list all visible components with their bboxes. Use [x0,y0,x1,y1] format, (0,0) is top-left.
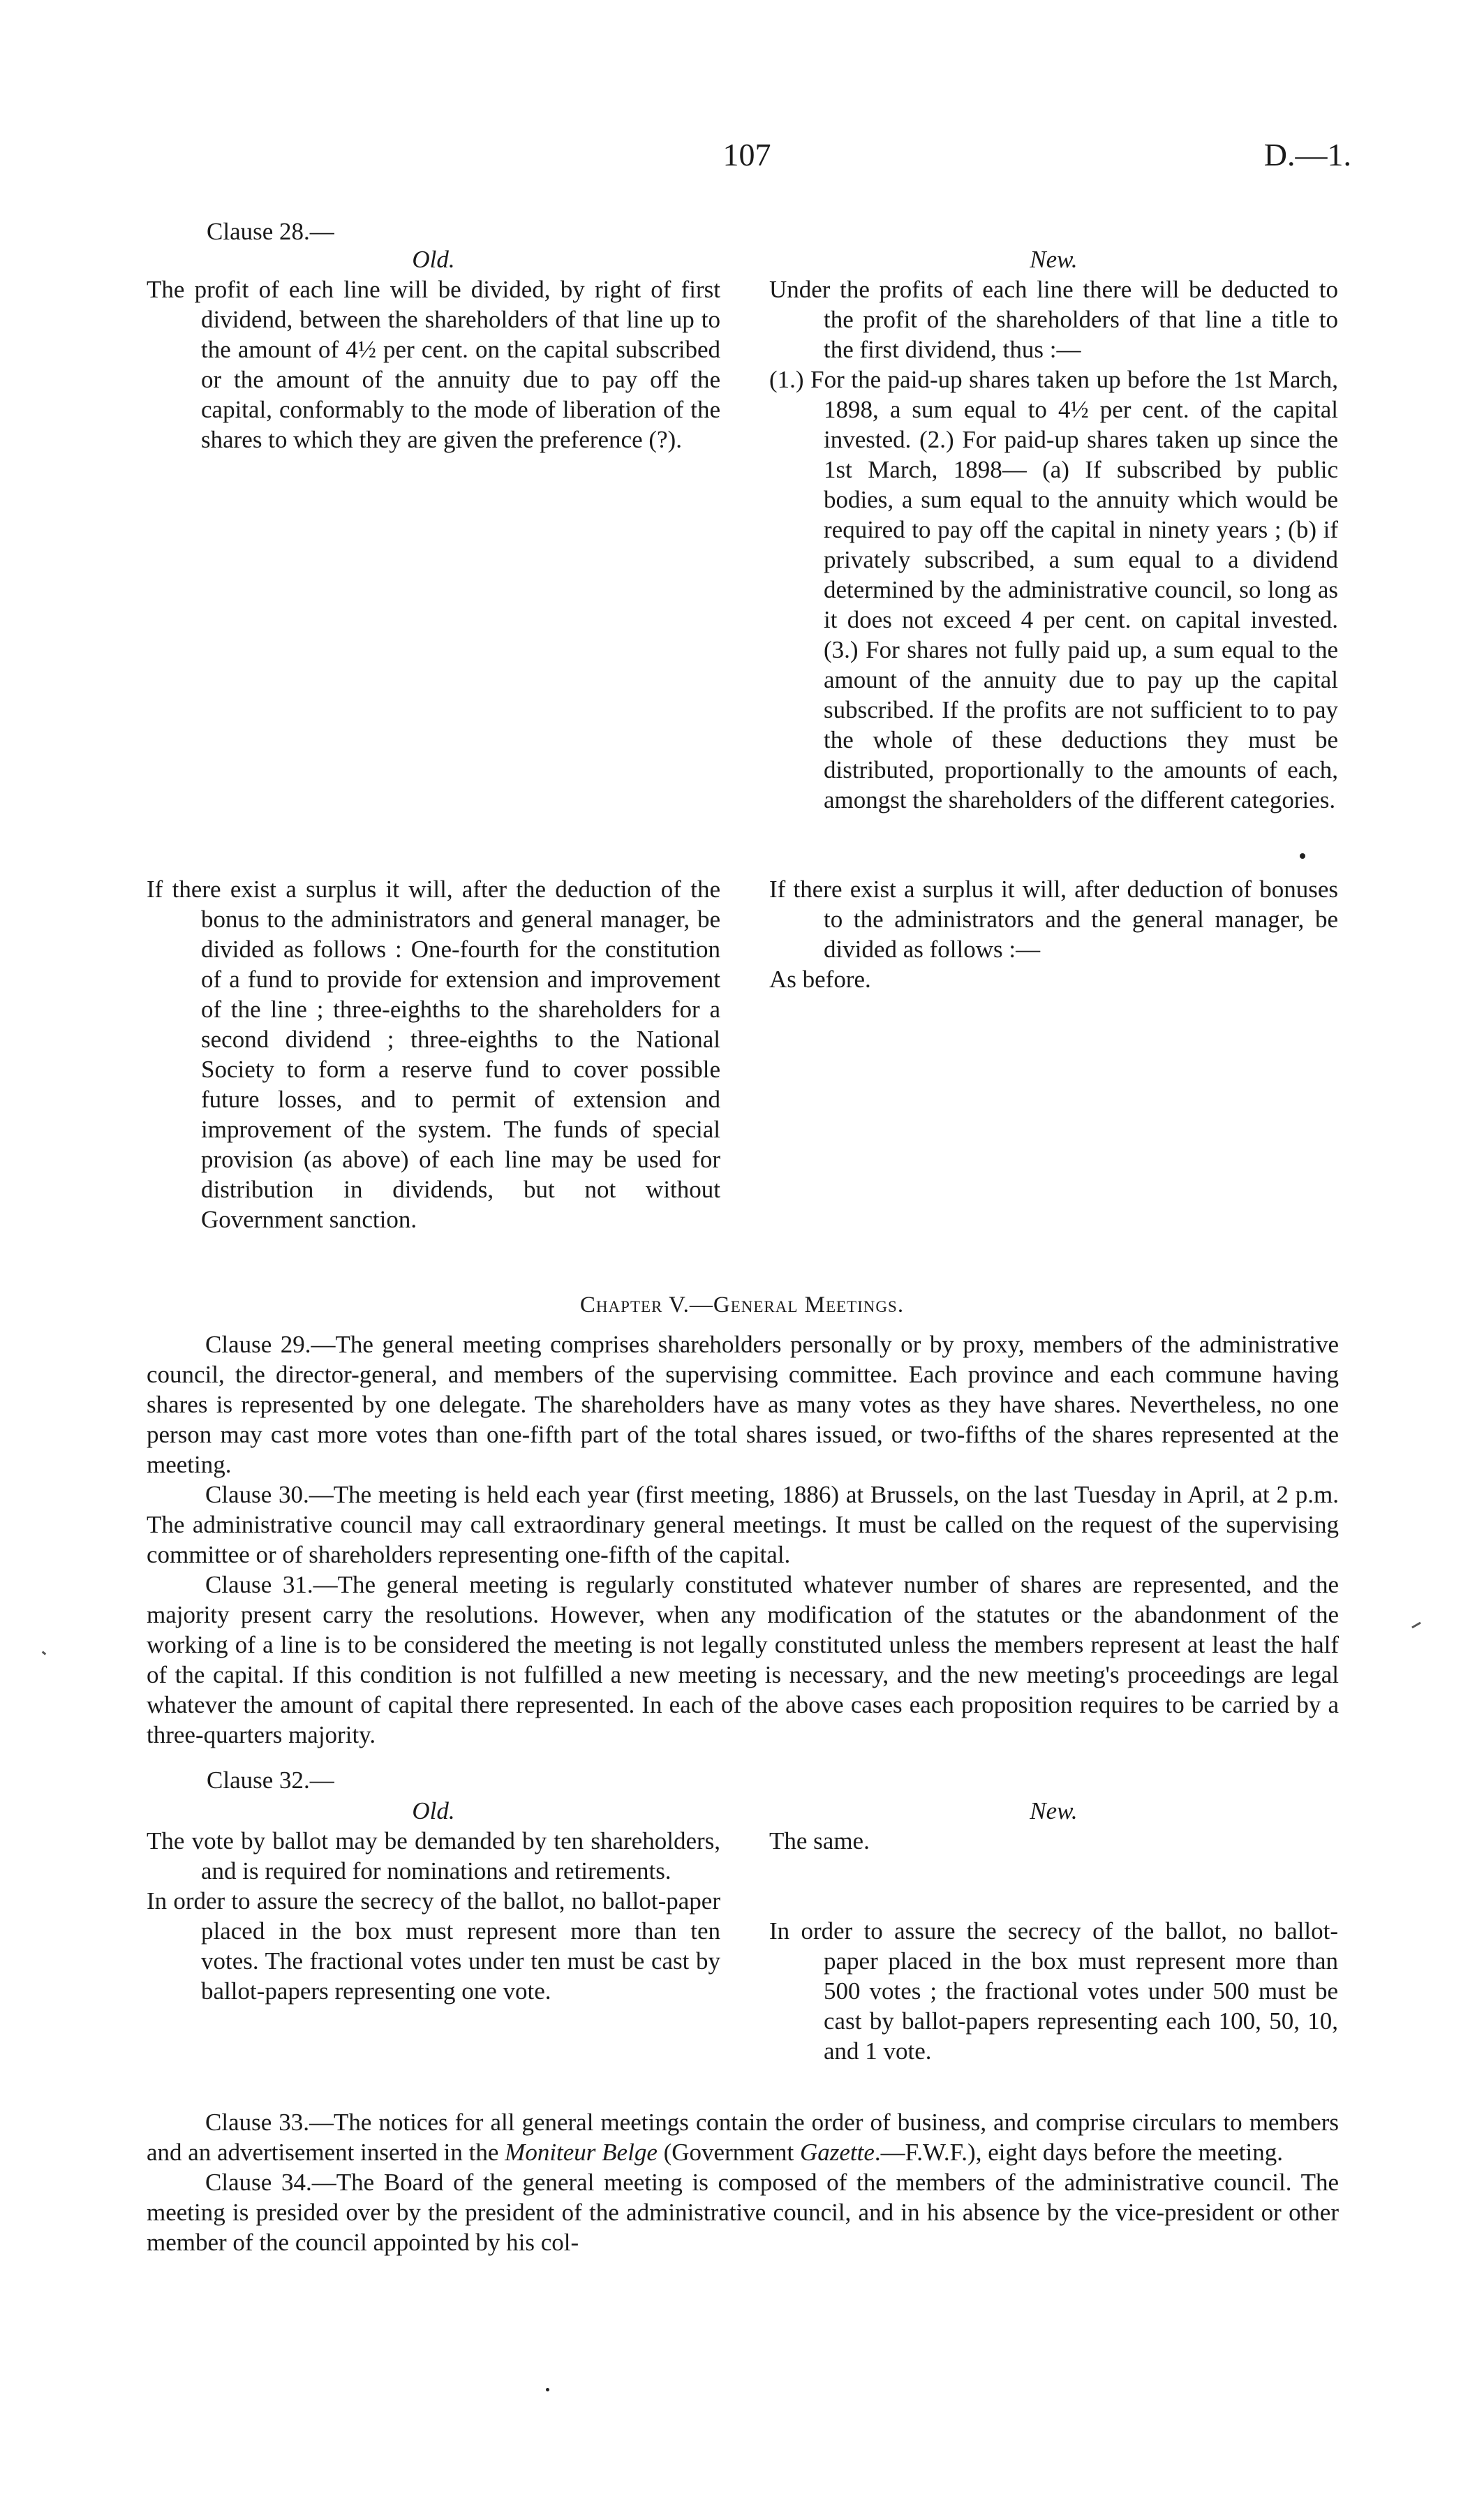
scan-speck [546,2388,549,2391]
clause-28-new-surplus [769,874,1338,994]
old-heading: Old. [412,1797,455,1824]
clause-32-old-paragraph-2: In order to assure the secrecy of the ballot, no ballot-paper placed in the box must represent more than ten votes. The fractional votes under ten must be cast by ballot-papers representing one vote. [147,1887,720,2005]
clause-33-text-start: Clause 33.—The notices for all general meetings contain the order of business, and comprise circulars to members and an advertisement inserted in the [147,2109,1339,2166]
page-number: 107 [722,137,771,172]
scan-speck [1300,853,1305,859]
scan-mark [1411,1622,1421,1629]
clause-28-label: Clause 28.— [207,218,334,245]
scan-mark [42,1651,47,1655]
clause-28-new-paragraph-1: Under the profits of each line there will be deducted to the profit of the shareholders of that line a title to the first dividend, thus :— [769,276,1338,363]
clause-30: Clause 30.—The meeting is held each year (first meeting, 1886) at Brussels, on the last Tuesday in April, at 2 p.m. The administrative council may call extraordinary general meetings. It must be called on the request of the supervising committee or of shareholders representing one-fifth of the capital. [147,1481,1339,1568]
new-heading: New. [1030,1797,1078,1824]
clause-32-old-column [147,1796,720,2006]
clause-33 [147,2107,1339,2167]
clause-33-text-middle: (Government [657,2139,800,2166]
clause-32-label: Clause 32.— [207,1767,334,1794]
clause-32-new-column [769,1796,1338,2066]
chapter-heading [0,1290,1484,1320]
clause-29: Clause 29.—The general meeting comprises shareholders personally or by proxy, members of the administrative council, the director-general, and members of the supervising committee. Each province and each commune having shares is represented by one delegate. The shareholders have as many votes as they have shares. Nevertheless, no one person may cast more votes than one-fifth part of the total shares issued, or two-fifths of the shares represented at the meeting. [147,1331,1339,1478]
chapter-title: Chapter V.—General Meetings. [579,1292,905,1318]
new-heading: New. [1030,246,1078,273]
clauses-29-31 [147,1329,1339,1750]
clause-33-text-end: .—F.W.F.), eight days before the meeting. [874,2139,1283,2166]
clause-28-new-column [769,244,1338,815]
clause-32-new-paragraph-1: The same. [769,1827,870,1854]
clause-33-italic-publication: Moniteur Belge [505,2139,658,2166]
clause-32-old-paragraph-1: The vote by ballot may be demanded by ten shareholders, and is required for nominations and retirements. [147,1827,720,1885]
clause-28-old-column [147,244,720,455]
clause-28-new-paragraph-4: As before. [769,966,871,993]
clause-31: Clause 31.—The general meeting is regularly constituted whatever number of shares are represented, and the majority present carry the resolutions. However, when any modification of the statutes or the abandonment of the working of a line is to be considered the meeting is not legally constituted unless the members represent at least the half of the capital. If this condition is not fulfilled a new meeting is necessary, and the new meeting's proceedings are legal whatever the amount of capital there represented. In each of the above cases each proposition requires to be carried by a three-quarters majority. [147,1571,1339,1748]
clause-28-old-paragraph-2: If there exist a surplus it will, after the deduction of the bonus to the administrators and general manager, be divided as follows : One-fourth for the constitution of a fund to provide for extension and improvement of the line ; three-eighths to the shareholders for a second dividend ; three-eighths to the National Society to form a reserve fund to cover possible future losses, and to permit of extension and improvement of the system. The funds of special provision (as above) of each line may be used for distribution in dividends, but not without Government sanction. [147,876,720,1233]
clause-32-new-paragraph-2: In order to assure the secrecy of the ballot, no ballot-paper placed in the box must represent more than 500 votes ; the fractional votes under 500 must be cast by ballot-papers representing each 100, 50, 10, and 1 vote. [769,1917,1338,2065]
clause-28-new-paragraph-2: (1.) For the paid-up shares taken up before the 1st March, 1898, a sum equal to 4½ per cent. of the capital invested. (2.) For paid-up shares taken up since the 1st March, 1898— (a) If subscribed by public bodies, a sum equal to the annuity which would be required to pay off the capital in ninety years ; (b) if privately subscribed, a sum equal to a dividend determined by the administrative council, so long as it does not exceed 4 per cent. on capital invested. (3.) For shares not fully paid up, a sum equal to the amount of the annuity due to pay up the capital subscribed. If the profits are not sufficient to to pay the whole of these deductions they must be distributed, proportionally to the amounts of each, amongst the shareholders of the different categories. [769,366,1338,813]
clause-34: Clause 34.—The Board of the general meeting is composed of the members of the administrative council. The meeting is presided over by the president of the administrative council, and in his absence by the vice-president or other member of the council appointed by his col- [147,2169,1339,2256]
clause-28-old-paragraph-1: The profit of each line will be divided, by right of first dividend, between the shareholders of that line up to the amount of 4½ per cent. on the capital subscribed or the amount of the annuity due to pay off the capital, conformably to the mode of liberation of the shares to which they are given the preference (?). [147,276,720,453]
clause-28-new-paragraph-3: If there exist a surplus it will, after deduction of bonuses to the administrators and the general manager, be divided as follows :— [769,876,1338,963]
old-heading: Old. [412,246,455,273]
document-reference: D.—1. [1263,137,1351,172]
clause-33-italic-gazette: Gazette [799,2139,875,2166]
clause-28-old-surplus [147,874,720,1234]
clauses-33-34 [147,2107,1339,2257]
